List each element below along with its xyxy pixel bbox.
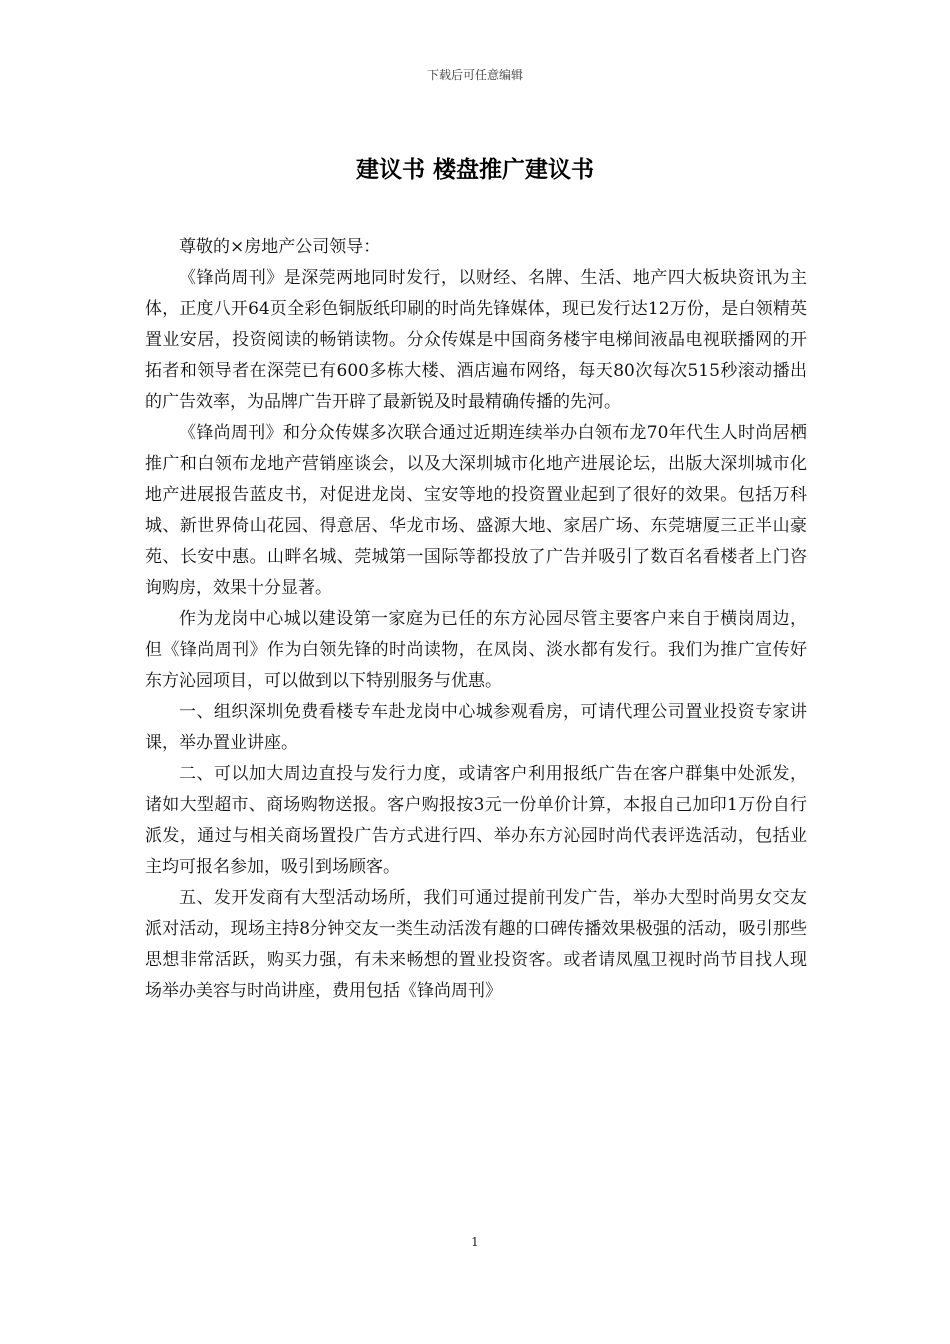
paragraph-2: 《锋尚周刊》和分众传媒多次联合通过近期连续举办白领布龙70年代生人时尚居栖推广和白领布龙地产营销座谈会，以及大深圳城市化地产进展论坛，出版大深圳城市化地产进展报告蓝皮书，对促进龙岗、宝安等地的投资置业起到了很好的效果。包括万科城、新世界倚山花园、得意居、华龙市场、盛源大地、家居广场、东莞塘厦三正半山豪苑、长安中惠。山畔名城、莞城第一国际等都投放了广告并吸引了数百名看楼者上门咨询购房，效果十分显著。 [145, 423, 807, 598]
paragraph-4: 一、组织深圳免费看楼专车赴龙岗中心城参观看房，可请代理公司置业投资专家讲课，举办置业讲座。 [145, 702, 807, 753]
paragraph-5: 二、可以加大周边直投与发行力度，或请客户利用报纸广告在客户群集中处派发，诸如大型超市、商场购物送报。客户购报按3元一份单价计算，本报自己加印1万份自行派发，通过与相关商场置投广告方式进行四、举办东方沁园时尚代表评选活动，包括业主均可报名参加，吸引到场顾客。 [145, 764, 807, 877]
paragraph-1: 《锋尚周刊》是深莞两地同时发行，以财经、名牌、生活、地产四大板块资讯为主体，正度八开64页全彩色铜版纸印刷的时尚先锋媒体，现已发行达12万份，是白领精英置业安居，投资阅读的畅销读物。分众传媒是中国商务楼宇电梯间液晶电视联播网的开拓者和领导者在深莞已有600多栋大楼、酒店遍布网络，每天80次每次515秒滚动播出的广告效率，为品牌广告开辟了最新锐及时最精确传播的先河。 [145, 268, 807, 412]
document-body [145, 232, 807, 1007]
paragraph-3: 作为龙岗中心城以建设第一家庭为已任的东方沁园尽管主要客户来自于横岗周边，但《锋尚周刊》作为白领先锋的时尚读物，在凤岗、淡水都有发行。我们为推广宣传好东方沁园项目，可以做到以下特别服务与优惠。 [145, 609, 807, 691]
page-number: 1 [471, 1235, 479, 1249]
paragraph-6: 五、发开发商有大型活动场所，我们可通过提前刊发广告，举办大型时尚男女交友派对活动，现场主持8分钟交友一类生动活泼有趣的口碑传播效果极强的活动，吸引那些思想非常活跃，购买力强，有未来畅想的置业投资客。或者请凤凰卫视时尚节目找人现场举办美容与时尚讲座，费用包括《锋尚周刊》 [145, 888, 807, 1001]
document-title: 建议书 楼盘推广建议书 [355, 157, 594, 183]
salutation: 尊敬的×房地产公司领导： [179, 237, 381, 257]
page-header-note: 下载后可任意编辑 [426, 68, 523, 82]
